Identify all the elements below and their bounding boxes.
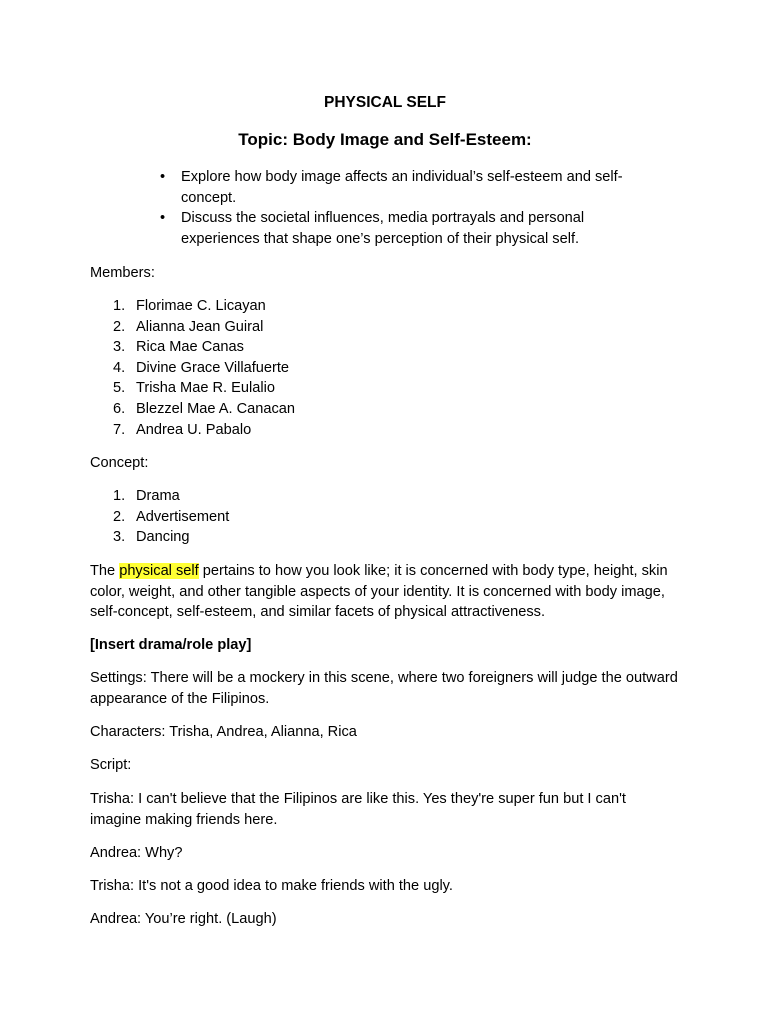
member-item [90, 296, 295, 317]
bullet-item [90, 167, 650, 208]
list-number: 3. [113, 339, 126, 356]
script-line: Andrea: You’re right. (Laugh) [90, 911, 277, 927]
member-name: Andrea U. Pabalo [136, 421, 252, 438]
insert-drama-label: [Insert drama/role play] [90, 637, 252, 653]
list-number: 3. [113, 529, 126, 546]
bullet-text: Explore how body image affects an individual’s self-esteem and self-concept. [181, 169, 623, 206]
script-label: Script: [90, 757, 132, 773]
member-name: Florimae C. Licayan [136, 298, 266, 314]
member-name: Trisha Mae R. Eulalio [136, 380, 275, 397]
members-label: Members: [90, 265, 155, 281]
concept-item [90, 486, 229, 507]
highlighted-term: physical self [119, 563, 199, 579]
member-name: Blezzel Mae A. Canacan [136, 400, 295, 417]
concept-list [90, 486, 229, 548]
characters-line: Characters: Trisha, Andrea, Alianna, Rica [90, 724, 357, 740]
member-name: Alianna Jean Guiral [136, 318, 264, 335]
list-number: 4. [113, 359, 126, 376]
member-item [90, 317, 295, 338]
member-name: Divine Grace Villafuerte [136, 359, 290, 376]
list-number: 6. [113, 400, 126, 417]
document-title: PHYSICAL SELF [323, 94, 446, 111]
bullet-icon: • [160, 210, 166, 227]
concept-name: Drama [136, 488, 180, 504]
topic-bullet-list [90, 167, 650, 249]
definition-rest: pertains to how you look like; it is concerned with body type, height, skin color, weight, and other tangible aspects of your identity. It is concerned with body image, self-concept, self-esteem, and similar facets of physical attractiveness. [90, 563, 668, 621]
concept-name: Advertisement [136, 508, 230, 525]
definition-prefix: The [90, 563, 120, 579]
member-item [90, 399, 295, 420]
bullet-icon: • [160, 169, 166, 185]
definition-paragraph [90, 561, 680, 623]
list-number: 7. [113, 421, 126, 438]
list-number: 5. [113, 380, 126, 397]
settings-paragraph: Settings: There will be a mockery in this scene, where two foreigners will judge the outward appearance of the Filipinos. [90, 670, 678, 707]
member-item [90, 420, 295, 441]
member-item [90, 358, 295, 379]
members-list [90, 296, 295, 440]
member-item [90, 378, 295, 399]
script-line: Andrea: Why? [90, 845, 183, 861]
member-item [90, 337, 295, 358]
topic-heading: Topic: Body Image and Self-Esteem: [238, 130, 532, 149]
list-number: 2. [113, 508, 126, 525]
list-number: 2. [113, 318, 126, 335]
concept-item [90, 507, 229, 528]
concept-label: Concept: [90, 455, 149, 471]
script-line: Trisha: It's not a good idea to make friends with the ugly. [90, 878, 453, 894]
concept-name: Dancing [136, 529, 190, 546]
bullet-text: Discuss the societal influences, media portrayals and personal experiences that shape one’s perception of their physical self. [181, 210, 585, 247]
member-name: Rica Mae Canas [136, 339, 244, 356]
bullet-item [90, 208, 650, 249]
list-number: 1. [113, 488, 126, 504]
concept-item [90, 527, 229, 548]
script-line: Trisha: I can't believe that the Filipinos are like this. Yes they're super fun but I can't imagine making friends here. [90, 791, 626, 828]
list-number: 1. [113, 298, 126, 314]
